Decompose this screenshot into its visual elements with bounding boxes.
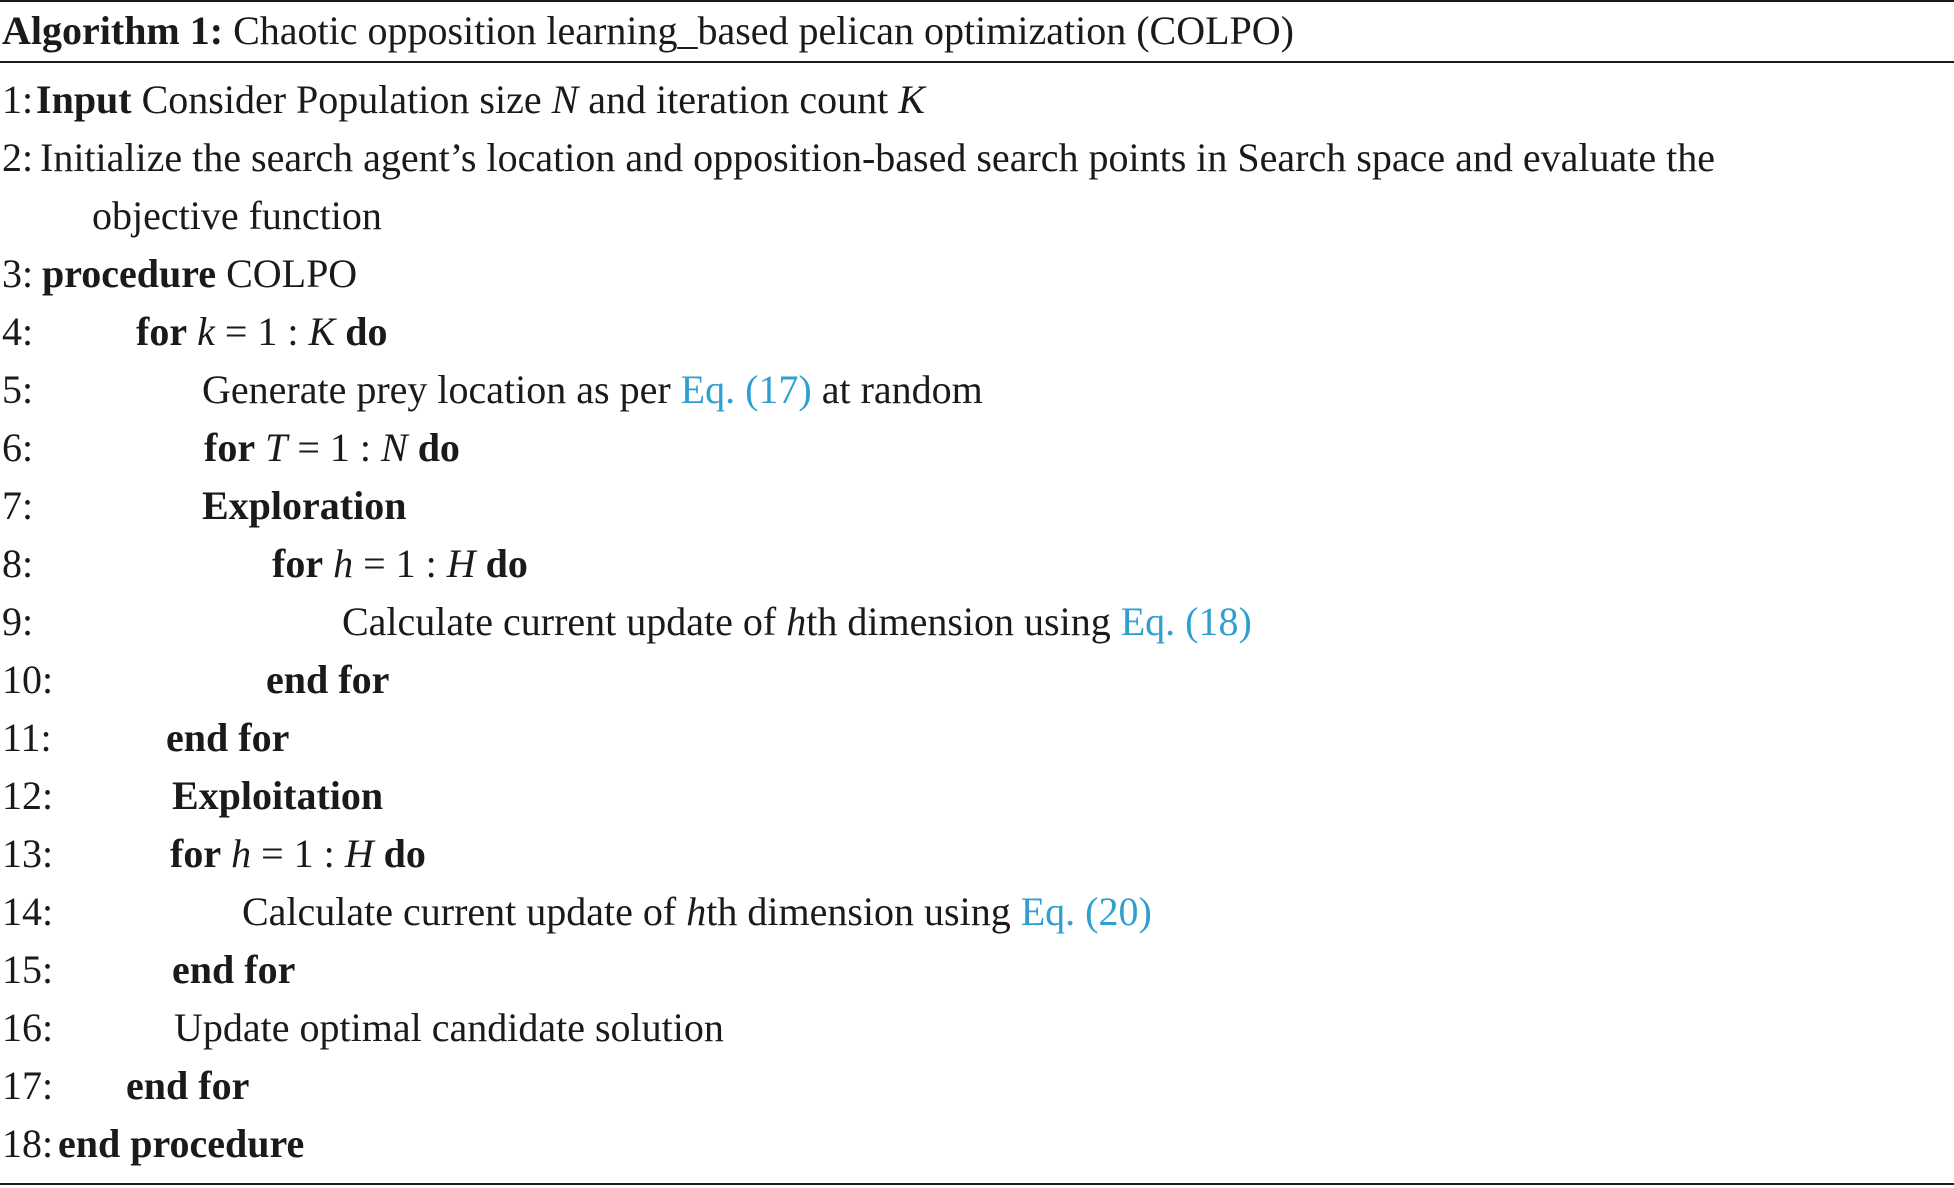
line-number: 5: <box>2 367 34 412</box>
line-content: procedure COLPO <box>42 251 358 296</box>
line-content: Initialize the search agent’s location and opposition-based search points in Search space and evaluate the <box>40 135 1715 180</box>
line-number: 2: <box>2 135 34 180</box>
line-content: Calculate current update of hth dimension using Eq. (18) <box>342 599 1252 644</box>
line-number: 7: <box>2 483 34 528</box>
line-content: Update optimal candidate solution <box>174 1005 724 1050</box>
line-number: 18: <box>2 1121 54 1166</box>
line-content: for h = 1 : H do <box>272 541 528 586</box>
line-content: for k = 1 : K do <box>136 309 388 354</box>
line-number: 1: <box>2 77 34 122</box>
line-content: Exploration <box>202 483 407 528</box>
line-content: end for <box>172 947 296 992</box>
line-content: Exploitation <box>172 773 384 818</box>
equation-link[interactable]: Eq. (17) <box>680 367 812 412</box>
line-content: end procedure <box>58 1121 305 1166</box>
line-number: 12: <box>2 773 54 818</box>
caption-rule <box>0 61 1954 63</box>
line-content: end for <box>166 715 290 760</box>
line-content: for T = 1 : N do <box>204 425 460 470</box>
line-number: 15: <box>2 947 54 992</box>
line-number: 6: <box>2 425 34 470</box>
algorithm-caption <box>2 4 1294 58</box>
line-number: 13: <box>2 831 54 876</box>
line-content: Input Consider Population size N and iteration count K <box>36 77 925 122</box>
line-number: 10: <box>2 657 54 702</box>
algorithm-label: Algorithm 1: <box>2 8 224 53</box>
line-number: 8: <box>2 541 34 586</box>
line-content: for h = 1 : H do <box>170 831 426 876</box>
line-content: end for <box>126 1063 250 1108</box>
line-number: 4: <box>2 309 34 354</box>
line-number: 9: <box>2 599 34 644</box>
top-rule <box>0 0 1954 2</box>
algorithm-title: Chaotic opposition learning_based pelican optimization (COLPO) <box>233 8 1294 53</box>
line-number: 16: <box>2 1005 54 1050</box>
line-content: Generate prey location as per Eq. (17) at random <box>202 367 983 412</box>
line-number: 3: <box>2 251 34 296</box>
line-content: end for <box>266 657 390 702</box>
line-content: objective function <box>92 193 382 238</box>
bottom-rule <box>0 1183 1954 1185</box>
line-number: 11: <box>2 715 52 760</box>
equation-link[interactable]: Eq. (20) <box>1020 889 1152 934</box>
line-number: 14: <box>2 889 54 934</box>
line-number: 17: <box>2 1063 54 1108</box>
line-content: Calculate current update of hth dimension using Eq. (20) <box>242 889 1152 934</box>
equation-link[interactable]: Eq. (18) <box>1120 599 1252 644</box>
